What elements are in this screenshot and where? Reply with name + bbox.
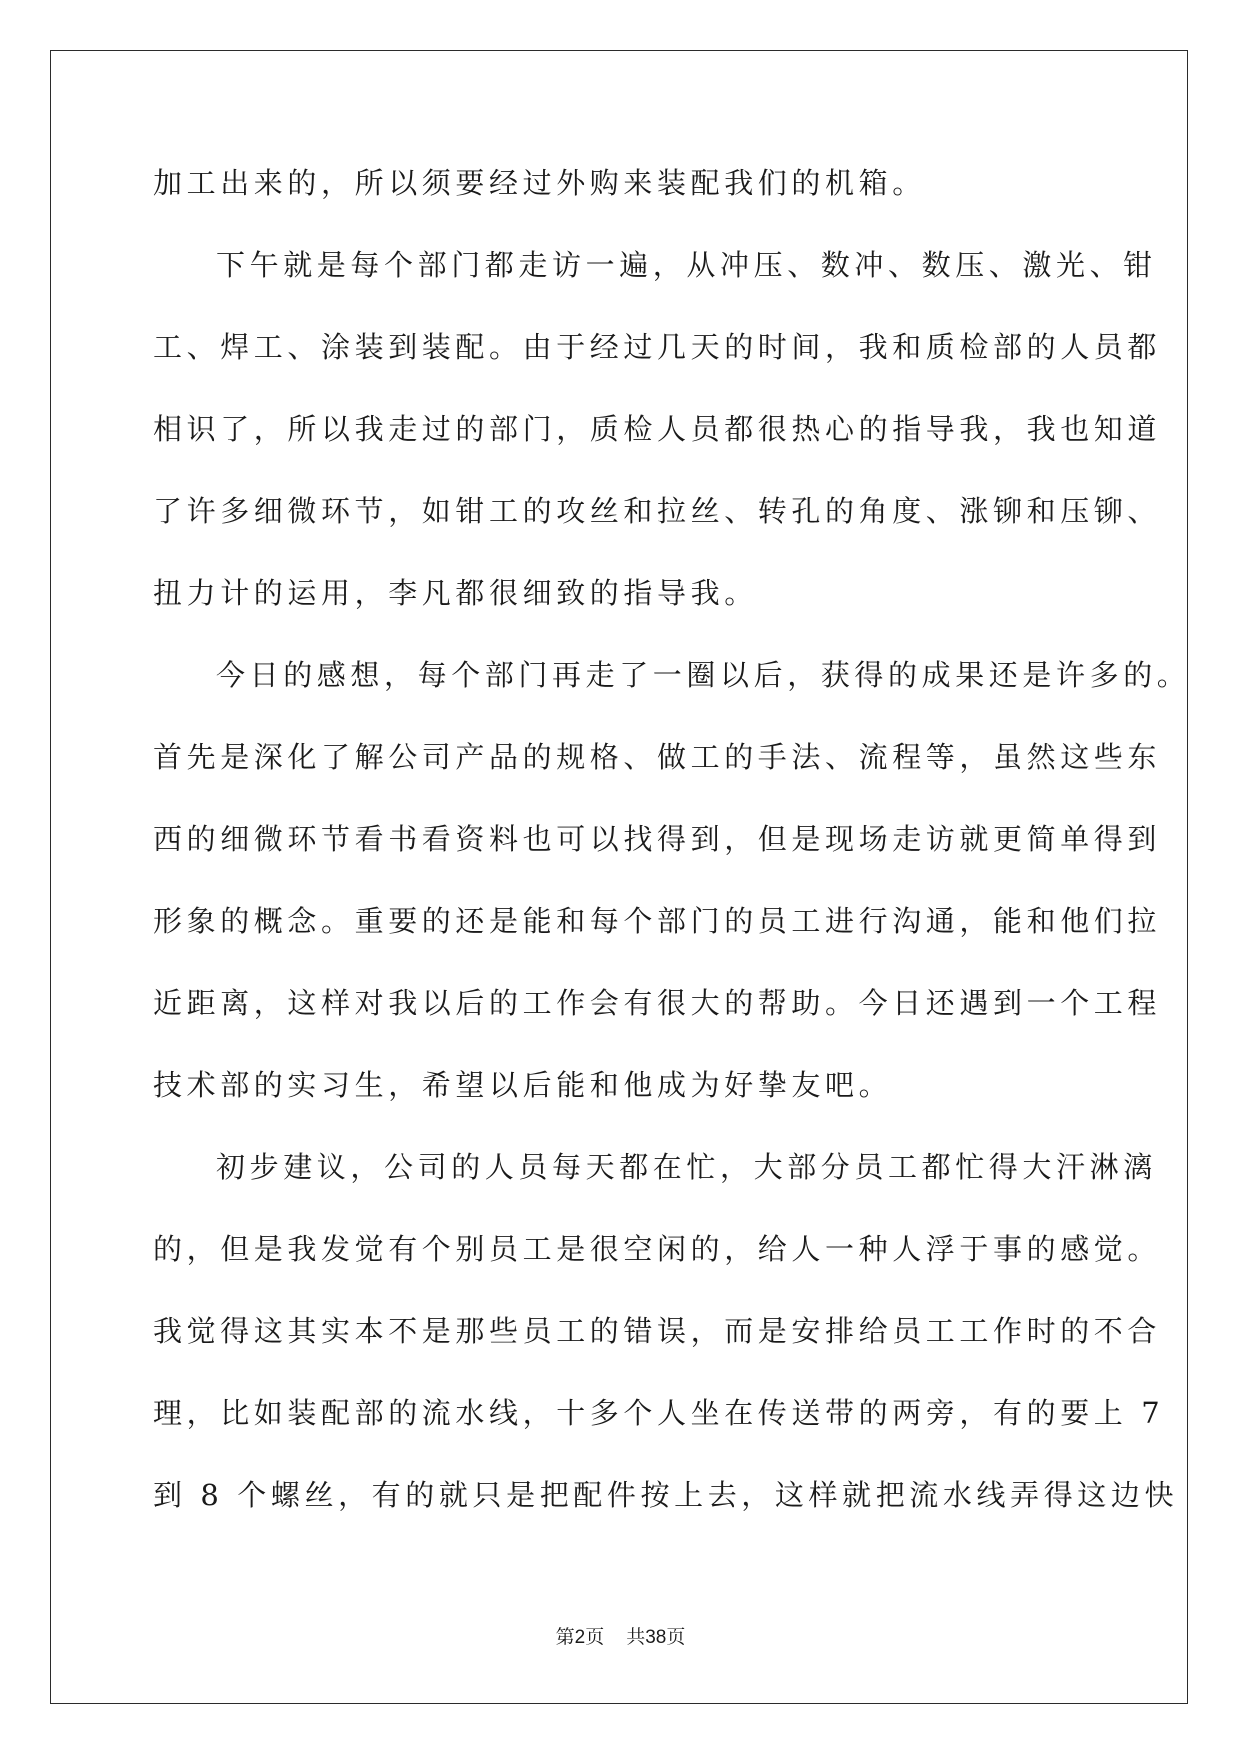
page-prefix: 第 [555, 1626, 575, 1648]
page-footer [0, 1622, 1241, 1649]
text-line: 首先是深化了解公司产品的规格、做工的手法、流程等，虽然这些东 [153, 740, 1162, 774]
paragraph-start-line: 初步建议，公司的人员每天都在忙，大部分员工都忙得大汗淋漓 [216, 1150, 1157, 1184]
text-line: 相识了，所以我走过的部门，质检人员都很热心的指导我，我也知道 [153, 412, 1162, 446]
text-line: 近距离，这样对我以后的工作会有很大的帮助。今日还遇到一个工程 [153, 986, 1162, 1020]
text-line: 技术部的实习生，希望以后能和他成为好挚友吧。 [153, 1068, 893, 1102]
text-line: 理，比如装配部的流水线，十多个人坐在传送带的两旁，有的要上 7 [153, 1396, 1165, 1430]
document-body [153, 165, 1191, 1559]
text-line: 加工出来的，所以须要经过外购来装配我们的机箱。 [153, 166, 926, 200]
paragraph-start-line: 今日的感想，每个部门再走了一圈以后，获得的成果还是许多的。 [216, 658, 1191, 692]
text-line: 形象的概念。重要的还是能和每个部门的员工进行沟通，能和他们拉 [153, 904, 1162, 938]
total-prefix: 共 [626, 1626, 646, 1648]
text-line: 扭力计的运用，李凡都很细致的指导我。 [153, 576, 758, 610]
text-line: 西的细微环节看书看资料也可以找得到，但是现场走访就更简单得到 [153, 822, 1162, 856]
text-line: 我觉得这其实本不是那些员工的错误，而是安排给员工工作时的不合 [153, 1314, 1162, 1348]
text-line: 到 8 个螺丝，有的就只是把配件按上去，这样就把流水线弄得这边快 [153, 1478, 1179, 1512]
text-line: 工、焊工、涂装到装配。由于经过几天的时间，我和质检部的人员都 [153, 330, 1162, 364]
page-unit: 页 [585, 1626, 605, 1648]
paragraph-start-line: 下午就是每个部门都走访一遍，从冲压、数冲、数压、激光、钳 [216, 248, 1157, 282]
text-line: 了许多细微环节，如钳工的攻丝和拉丝、转孔的角度、涨铆和压铆、 [153, 494, 1162, 528]
page-current-number: 2 [574, 1627, 586, 1648]
page-total-number: 38 [645, 1627, 667, 1648]
total-unit: 页 [666, 1626, 686, 1648]
text-line: 的，但是我发觉有个别员工是很空闲的，给人一种人浮于事的感觉。 [153, 1232, 1162, 1266]
